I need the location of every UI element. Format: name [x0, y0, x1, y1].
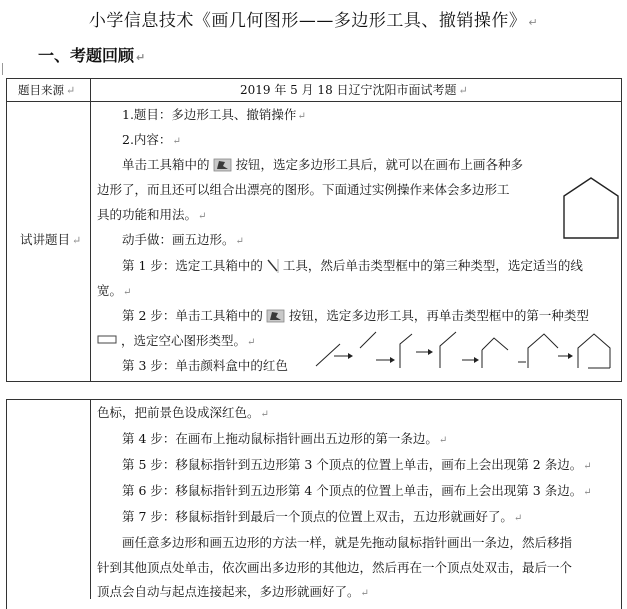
para-color-cont: 色标，把前景色设成深红色。↵: [97, 405, 269, 420]
para-step1: 第 1 步：选定工具箱中的 工具，然后单击类型框中的第三种类型，选定适当的线: [122, 258, 583, 273]
para-summary-3: 顶点会自动与起点连接起来，多边形就画好了。↵: [97, 584, 369, 599]
row-label-lecture-topic: 试讲题目 ↵: [20, 232, 82, 247]
para-step1-cont: 宽。↵: [97, 283, 132, 298]
header-source-value: 2019 年 5 月 18 日辽宁沈阳市面试考题 ↵: [240, 83, 468, 97]
para-intro-1: 单击工具箱中的 按钮，选定多边形工具后，就可以在画布上画各种多: [122, 157, 523, 172]
text-cursor: [2, 63, 3, 75]
polygon-tool-icon-2: [267, 309, 285, 323]
para-step7: 第 7 步：移鼠标指针到最后一个顶点的位置上双击，五边形就画好了。↵: [122, 509, 523, 524]
section-heading: 一、考题回顾 ↵: [38, 46, 146, 65]
para-step2: 第 2 步：单击工具箱中的 按钮，选定多边形工具，再单击类型框中的第一种类型: [122, 308, 589, 323]
para-step2-cont: ，选定空心图形类型。↵: [97, 333, 255, 350]
line-tool-icon: [267, 259, 279, 273]
para-step3: 第 3 步：单击颜料盒中的红色: [122, 358, 288, 373]
header-source-label: 题目来源 ↵: [18, 83, 76, 97]
table-column-divider: [90, 78, 91, 382]
para-intro-2: 边形了，而且还可以组合出漂亮的图形。下面通过实例操作来体会多边形工: [97, 182, 510, 197]
para-topic: 1.题目：多边形工具、撤销操作↵: [122, 107, 306, 122]
para-summary-1: 画任意多边形和画五边形的方法一样，就是先拖动鼠标指针画出一条边，然后移指: [122, 535, 573, 550]
para-step6: 第 6 步：移鼠标指针到五边形第 4 个顶点的位置上单击，画布上会出现第 3 条边。↵: [122, 483, 592, 498]
hollow-shape-type-icon: [97, 335, 117, 345]
para-summary-2: 针到其他顶点处单击，依次画出多边形的其他边，然后再在一个顶点处双击，最后一个: [97, 560, 573, 575]
para-step4: 第 4 步：在画布上拖动鼠标指针画出五边形的第一条边。↵: [122, 431, 448, 446]
para-step5: 第 5 步：移鼠标指针到五边形第 3 个顶点的位置上单击，画布上会出现第 2 条边。↵: [122, 457, 592, 472]
table-header-divider: [6, 101, 622, 102]
para-content-label: 2.内容：↵: [122, 132, 181, 147]
para-intro-3: 具的功能和用法。↵: [97, 207, 207, 222]
document-title: 小学信息技术《画几何图形——多边形工具、撤销操作》 ↵: [88, 11, 539, 31]
table-column-divider-2: [90, 399, 91, 599]
para-hands-on: 动手做：画五边形。↵: [122, 232, 244, 247]
pentagon-example-figure: [562, 176, 620, 240]
polygon-tool-icon: [214, 158, 232, 172]
pentagon-drawing-steps-figure: [312, 322, 622, 372]
